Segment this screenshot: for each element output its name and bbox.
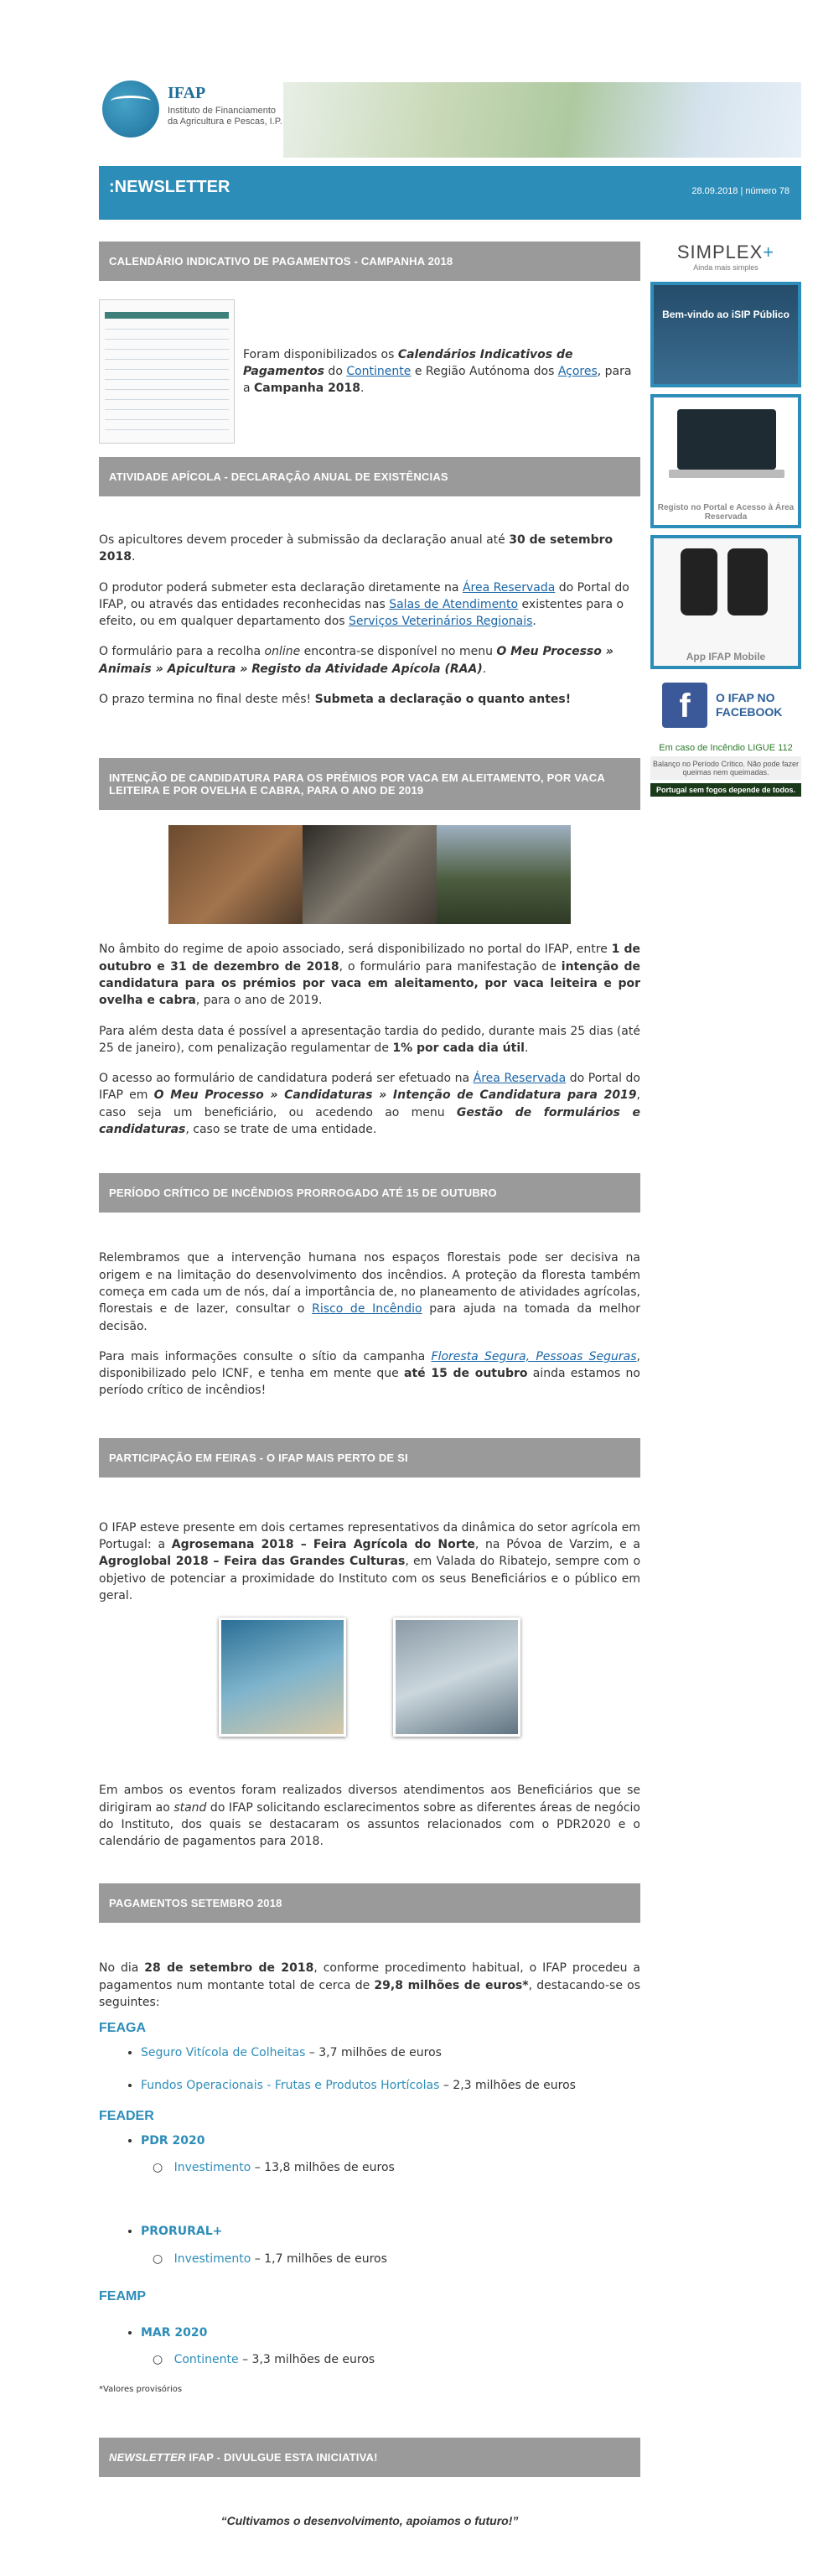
cows-photo: [437, 825, 571, 924]
logo-name: IFAP: [168, 84, 206, 102]
section-title-apicola: ATIVIDADE APÍCOLA - DECLARAÇÃO ANUAL DE EXISTÊNCIAS: [99, 457, 640, 496]
facebook-label: O IFAP NO FACEBOOK: [716, 691, 783, 719]
list-item: • Fundos Operacionais - Frutas e Produtos Hortícolas – 2,3 milhões de euros: [141, 2077, 640, 2094]
logo-subtitle: Instituto de Financiamento da Agricultura e Pescas, I.P.: [168, 106, 282, 127]
ifap-logo-icon: [102, 80, 159, 138]
section-title-feiras: PARTICIPAÇÃO EM FEIRAS - O IFAP MAIS PERTO DE SI: [99, 1438, 640, 1478]
feiras-text-2: Em ambos os eventos foram realizados diversos atendimentos aos Beneficiários que se dirigiram ao stand do IFAP solicitando esclarecimentos sobre as diferentes áreas de negócio do Instituto, dos quais se destacaram os assuntos relacionados com o PDR2020 e o calendário de pagamentos para 2018.: [99, 1784, 640, 1849]
portugal-sem-fogos: Portugal sem fogos depende de todos.: [650, 783, 801, 797]
section-title-divulgue: NEWSLETTER IFAP - DIVULGUE ESTA INICIATIVA!: [99, 2438, 640, 2477]
isip-banner-label: Bem-vindo ao iSIP Público: [662, 309, 790, 320]
phone-icon: [681, 548, 717, 615]
link-area-reservada-2[interactable]: Área Reservada: [473, 1072, 567, 1086]
app-mobile-label: App IFAP Mobile: [686, 651, 766, 662]
mar-continente: ○ Continente – 3,3 milhões de euros: [153, 2353, 375, 2367]
cattle-photo: [168, 825, 303, 924]
facebook-icon: f: [662, 683, 707, 728]
header-banner: [99, 32, 801, 158]
newsletter-date-number: 28.09.2018 | número 78: [691, 186, 790, 196]
prorural-investimento: ○ Investimento – 1,7 milhões de euros: [153, 2251, 387, 2266]
calendario-thumbnail[interactable]: [99, 299, 235, 444]
simplex-plus: +: [763, 242, 775, 262]
link-floresta-segura[interactable]: Floresta Segura, Pessoas Seguras: [431, 1349, 637, 1363]
facebook-link[interactable]: [650, 679, 801, 731]
apicola-text: Os apicultores devem proceder à submissão da declaração anual até 30 de setembro 2018. O produtor poderá submeter esta declaração diretamente na Área Reservada do Portal do IFAP, ou através das entidades reconhecidas nas Salas de Atendimento existentes para o efeito, ou em qualquer departamento dos Serviços Veterinários Regionais. O formulário para a recolha online encontra-se disponível no menu O Meu Processo » Animais » Apicultura » Registo da Atividade Apícola (RAA). O prazo termina no final deste mês! Submeta a declaração o quanto antes!: [99, 533, 629, 707]
agroglobal-photo: [393, 1618, 520, 1737]
feamp-heading: FEAMP: [99, 2289, 146, 2304]
agrosemana-photo: [219, 1618, 346, 1737]
link-continente[interactable]: Continente: [346, 364, 412, 378]
link-servicos-veterinarios[interactable]: Serviços Veterinários Regionais: [349, 615, 533, 629]
incendio-ligue-112[interactable]: Em caso de Incêndio LIGUE 112: [659, 743, 793, 753]
phone-icon: [727, 548, 768, 615]
queimas-notice: Balanço no Período Crítico. Não pode fazer queimas nem queimadas.: [650, 756, 801, 780]
ifap-logo[interactable]: [99, 74, 283, 141]
feader-heading: FEADER: [99, 2108, 154, 2123]
list-item: • PDR 2020: [141, 2132, 640, 2149]
app-mobile-banner[interactable]: [650, 535, 801, 669]
isip-banner[interactable]: [650, 282, 801, 387]
registo-portal-label: Registo no Portal e Acesso à Área Reservada: [657, 503, 795, 522]
valores-provisorios-note: *Valores provisórios: [99, 2384, 183, 2394]
feiras-text-1: O IFAP esteve presente em dois certames representativos da dinâmica do setor agrícola em Portugal: a Agrosemana 2018 – Feira Agrícola do Norte, na Póvoa de Varzim, e a Agroglobal 2018 – Feira das Grandes Culturas, em Valada do Ribatejo, sempre com o objetivo de potenciar a proximidade do Instituto com os seus Beneficiários e o público em geral.: [99, 1520, 641, 1602]
laptop-icon: [677, 409, 776, 470]
main-content: [99, 242, 640, 2527]
list-item: • MAR 2020: [141, 2324, 640, 2341]
mar-list: [99, 2324, 640, 2341]
section-title-candidatura: INTENÇÃO DE CANDIDATURA PARA OS PRÉMIOS POR VACA EM ALEITAMENTO, POR VACA LEITEIRA E POR OVELHA E CABRA, PARA O ANO DE 2019: [99, 758, 640, 810]
calendario-body: [99, 299, 640, 444]
list-item: • PRORURAL+: [141, 2223, 640, 2240]
banner-landscape: [283, 82, 801, 158]
link-area-reservada[interactable]: Área Reservada: [462, 580, 556, 595]
simplex-subtitle: Ainda mais simples: [693, 263, 758, 272]
link-risco-incendio[interactable]: Risco de Incêndio: [312, 1302, 422, 1317]
simplex-banner[interactable]: [650, 242, 801, 275]
list-item: • Seguro Vitícola de Colheitas – 3,7 milhões de euros: [141, 2044, 640, 2061]
feaga-heading: FEAGA: [99, 2021, 146, 2036]
registo-portal-banner[interactable]: [650, 394, 801, 528]
newsletter-title: :NEWSLETTER: [109, 178, 230, 196]
candidatura-photos: [99, 825, 640, 924]
pdr-investimento: ○ Investimento – 13,8 milhões de euros: [153, 2161, 395, 2175]
section-title-calendario: CALENDÁRIO INDICATIVO DE PAGAMENTOS - CAMPANHA 2018: [99, 242, 640, 281]
simplex-title: SIMPLEX: [676, 242, 764, 262]
section-title-pagamentos: PAGAMENTOS SETEMBRO 2018: [99, 1883, 640, 1923]
section-title-incendios: PERÍODO CRÍTICO DE INCÊNDIOS PRORROGADO ATÉ 15 DE OUTUBRO: [99, 1173, 640, 1213]
link-acores[interactable]: Açores: [557, 364, 598, 378]
incendios-text: Relembramos que a intervenção humana nos espaços florestais pode ser decisiva na origem e na limitação do desenvolvimento dos incêndios. A proteção da floresta também começa em cada um de nós, daí a importância de, no planeamento de atividades agrícolas, florestais e de lazer, consultar o Risco de Incêndio para ajuda na tomada da melhor decisão. Para mais informações consulte o sítio da campanha Floresta Segura, Pessoas Seguras, disponibilizado pelo ICNF, e tenha em mente que até 15 de outubro ainda estamos no período crítico de incêndios!: [99, 1251, 640, 1398]
sidebar: [650, 242, 801, 797]
pagamentos-text: No dia 28 de setembro de 2018, conforme procedimento habitual, o IFAP procedeu a pagamentos num montante total de cerca de 29,8 milhões de euros*, destacando-se os seguintes:: [99, 1961, 641, 2009]
footer-quote: “Cultivamos o desenvolvimento, apoiamos o futuro!”: [220, 2514, 519, 2528]
feaga-list: [99, 2044, 640, 2094]
feiras-photos: [99, 1618, 640, 1737]
sheep-photo: [303, 825, 437, 924]
link-salas-atendimento[interactable]: Salas de Atendimento: [389, 597, 519, 611]
newsletter-bar: [99, 166, 801, 220]
pdr-list: [99, 2132, 640, 2149]
calendario-text: Foram disponibilizados os Calendários Indicativos de Pagamentos do Continente e Região Autónoma dos Açores, para a Campanha 2018.: [243, 347, 632, 396]
candidatura-text: No âmbito do regime de apoio associado, será disponibilizado no portal do IFAP, entre 1 de outubro e 31 de dezembro de 2018, o formulário para manifestação de intenção de candidatura para os prémios por vaca em aleitamento, por vaca leiteira e por ovelha e cabra, para o ano de 2019. Para além desta data é possível a apresentação tardia do pedido, durante mais 25 dias (até 25 de janeiro), com penalização regulamentar de 1% por cada dia útil. O acesso ao formulário de candidatura poderá ser efetuado na Área Reservada do Portal do IFAP em O Meu Processo » Candidaturas » Intenção de Candidatura para 2019, caso seja um beneficiário, ou acedendo ao menu Gestão de formulários e candidaturas, caso se trate de uma entidade.: [99, 943, 640, 1137]
prorural-list: [99, 2223, 640, 2240]
